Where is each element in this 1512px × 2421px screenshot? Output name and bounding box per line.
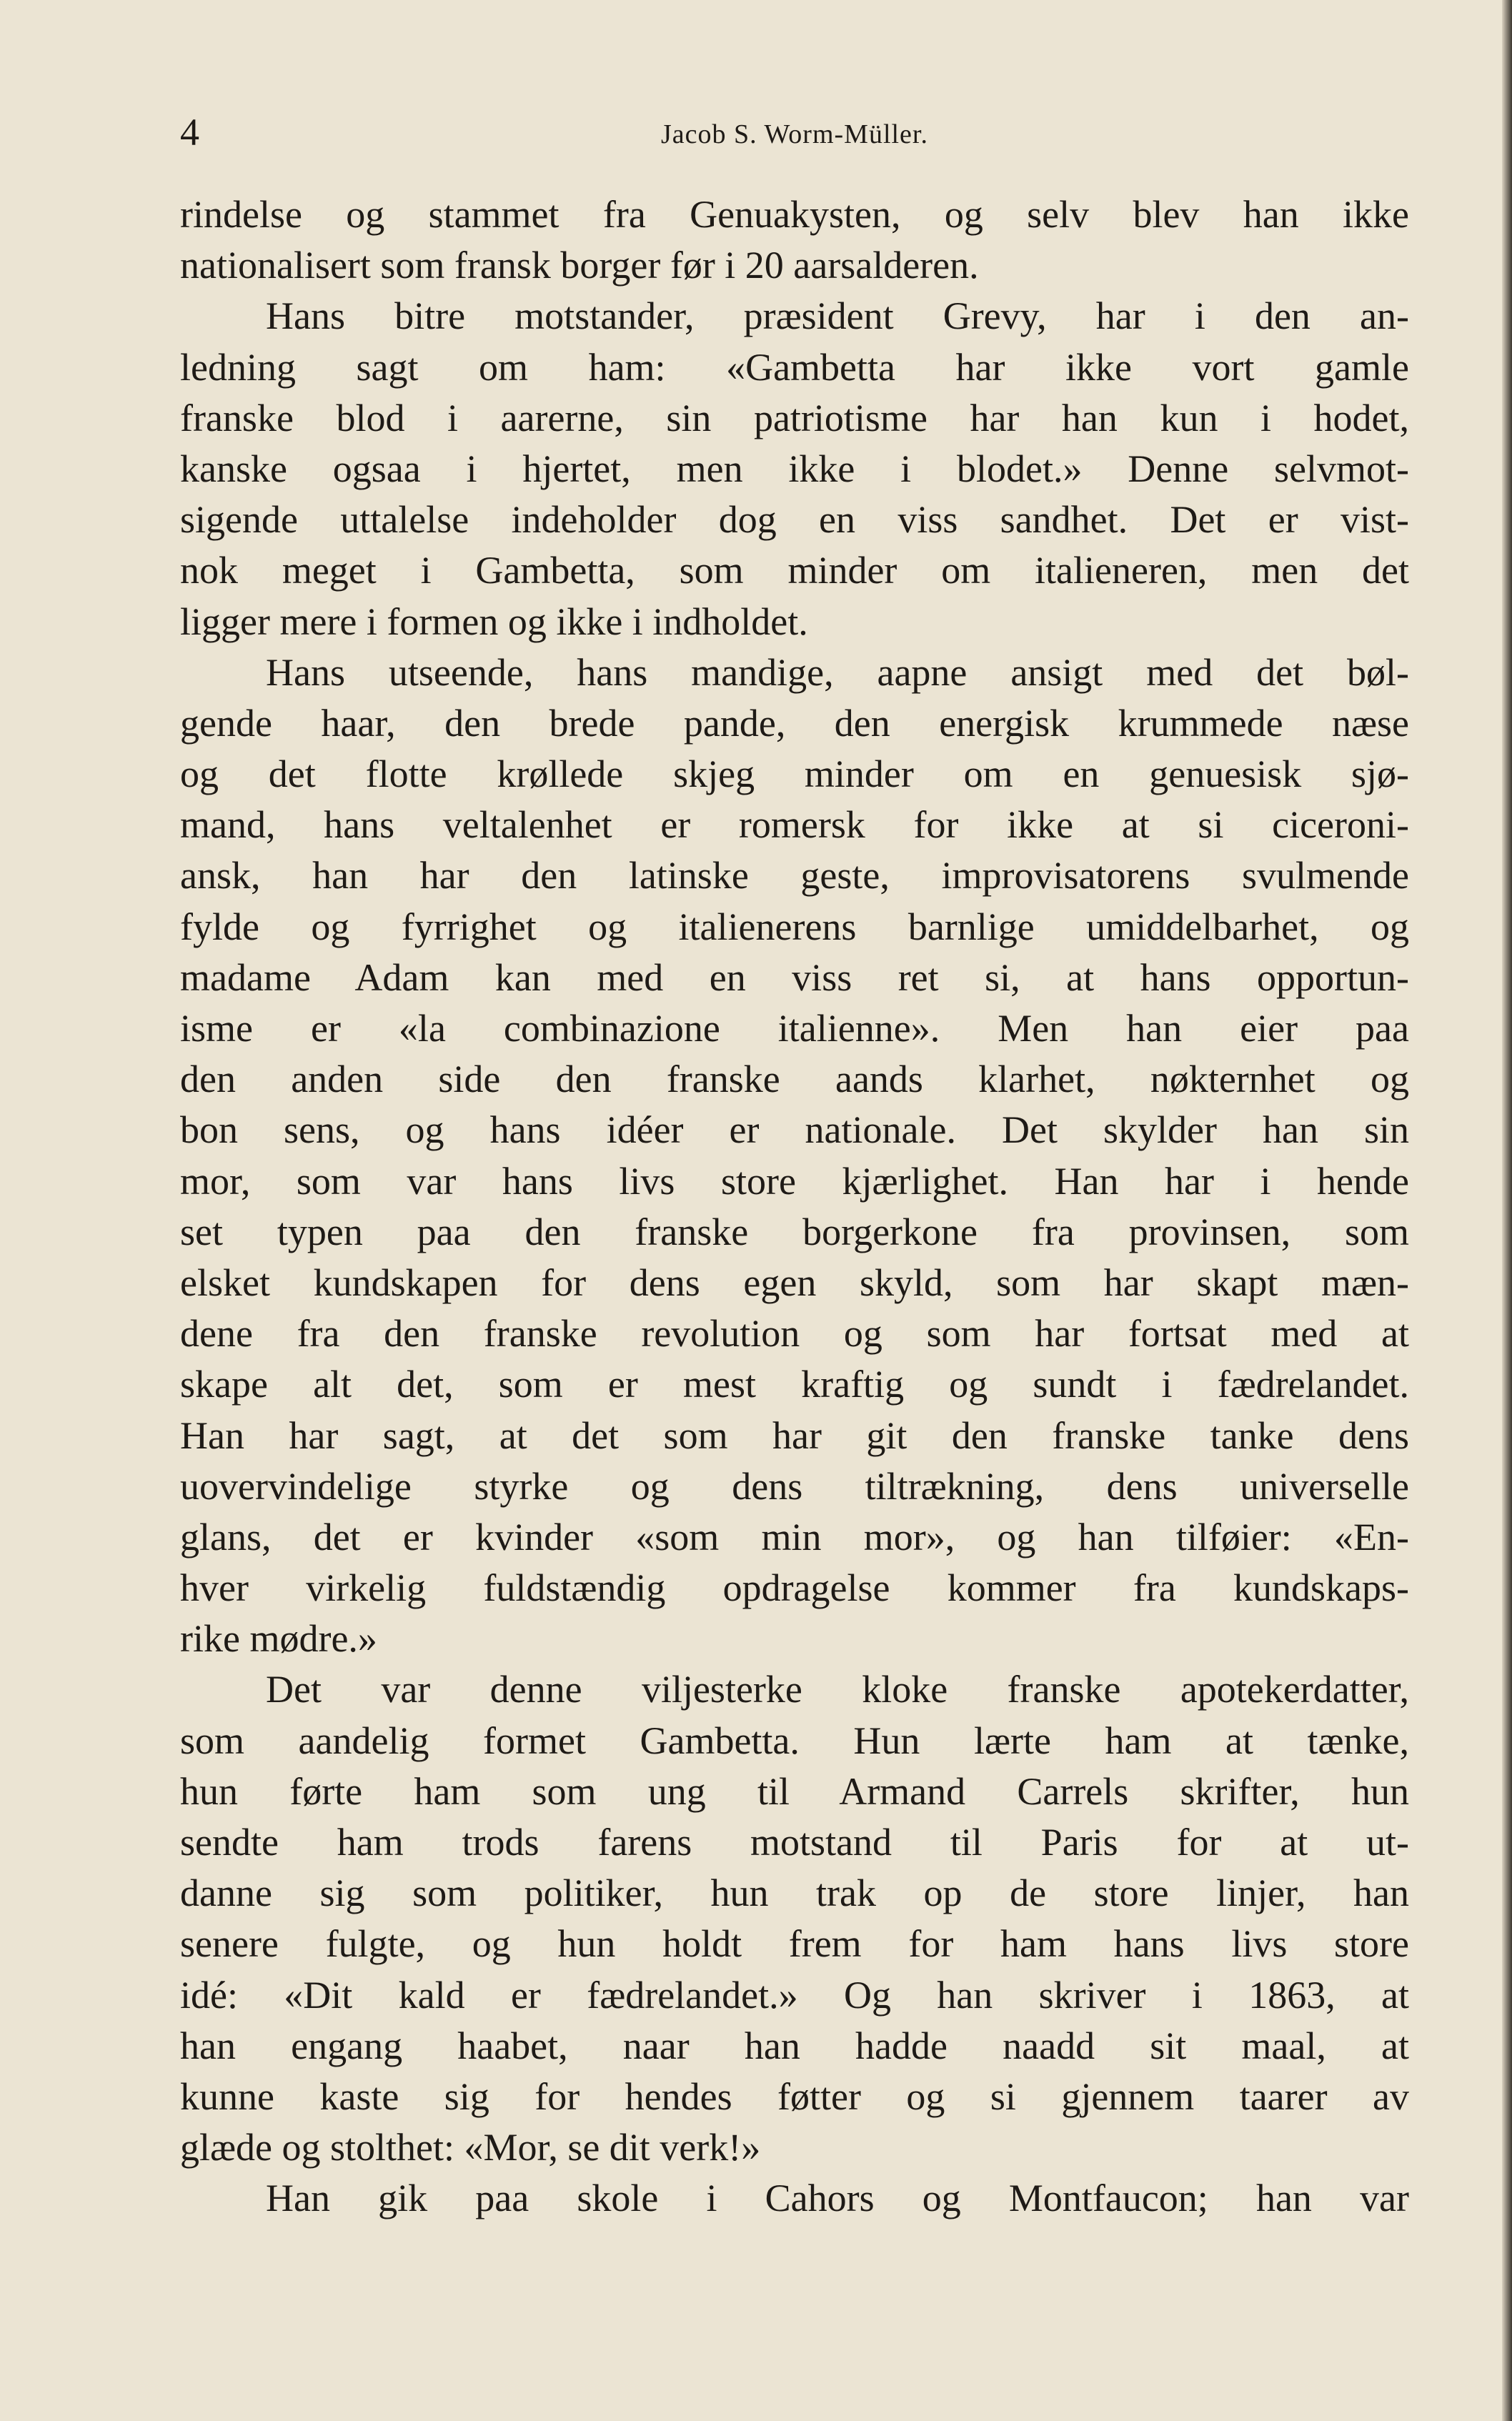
text-line: skape alt det, som er mest kraftig og sundt i fædrelandet. <box>180 1363 1409 1406</box>
page-header <box>180 107 1409 164</box>
text-line: Hans utseende, hans mandige, aapne ansigt med det bøl- <box>266 650 1409 694</box>
text-line: rindelse og stammet fra Genuakysten, og selv blev han ikke <box>180 193 1409 236</box>
text-line: sendte ham trods farens motstand til Paris for at ut- <box>180 1821 1409 1864</box>
running-title: Jacob S. Worm-Müller. <box>661 119 928 149</box>
text-line: franske blod i aarerne, sin patriotisme har han kun i hodet, <box>180 396 1409 439</box>
text-line: gende haar, den brede pande, den energisk krummede næse <box>180 701 1409 745</box>
text-line: sigende uttalelse indeholder dog en viss sandhet. Det er vist- <box>180 498 1409 542</box>
text-line: set typen paa den franske borgerkone fra provinsen, som <box>180 1210 1409 1253</box>
text-line: isme er «la combinazione italienne». Men han eier paa <box>180 1007 1409 1050</box>
text-line: elsket kundskapen for dens egen skyld, som har skapt mæn- <box>180 1261 1409 1304</box>
text-line: nok meget i Gambetta, som minder om italieneren, men det <box>180 549 1409 592</box>
text-line: dene fra den franske revolution og som har fortsat med at <box>180 1312 1409 1356</box>
text-line: glæde og stolthet: «Mor, se dit verk!» <box>180 2126 761 2169</box>
text-line: glans, det er kvinder «som min mor», og han tilføier: «En- <box>180 1515 1409 1559</box>
text-line: mor, som var hans livs store kjærlighet. Han har i hende <box>180 1159 1409 1203</box>
text-line: som aandelig formet Gambetta. Hun lærte ham at tænke, <box>180 1719 1409 1762</box>
text-line: danne sig som politiker, hun trak op de store linjer, han <box>180 1871 1409 1915</box>
text-line: senere fulgte, og hun holdt frem for ham hans livs store <box>180 1922 1409 1966</box>
text-line: bon sens, og hans idéer er nationale. Det skylder han sin <box>180 1108 1409 1152</box>
text-line: idé: «Dit kald er fædrelandet.» Og han skriver i 1863, at <box>180 1973 1409 2017</box>
text-line: fylde og fyrrighet og italienerens barnlige umiddelbarhet, og <box>180 905 1409 948</box>
text-line: rike mødre.» <box>180 1617 377 1661</box>
text-line: kanske ogsaa i hjertet, men ikke i blodet.» Denne selvmot- <box>180 447 1409 490</box>
page-edge-shadow <box>1502 0 1512 2421</box>
text-line: og det flotte krøllede skjeg minder om en genuesisk sjø- <box>180 752 1409 796</box>
text-line: den anden side den franske aands klarhet, nøkternhet og <box>180 1058 1409 1101</box>
text-line: Han gik paa skole i Cahors og Montfaucon; han var <box>266 2177 1409 2220</box>
text-line: Det var denne viljesterke kloke franske apotekerdatter, <box>266 1668 1409 1711</box>
text-line: hun førte ham som ung til Armand Carrels skrifter, hun <box>180 1769 1409 1813</box>
text-line: Hans bitre motstander, præsident Grevy, har i den an- <box>266 294 1409 338</box>
page-number: 4 <box>180 111 199 154</box>
body-text <box>180 189 1409 2224</box>
text-line: mand, hans veltalenhet er romersk for ikke at si ciceroni- <box>180 803 1409 847</box>
text-line: hver virkelig fuldstændig opdragelse kommer fra kundskaps- <box>180 1566 1409 1610</box>
text-line: ledning sagt om ham: «Gambetta har ikke vort gamle <box>180 345 1409 389</box>
text-line: madame Adam kan med en viss ret si, at hans opportun- <box>180 955 1409 999</box>
text-line: Han har sagt, at det som har git den franske tanke dens <box>180 1413 1409 1457</box>
text-line: han engang haabet, naar han hadde naadd sit maal, at <box>180 2024 1409 2067</box>
text-line: nationalisert som fransk borger før i 20 aarsalderen. <box>180 244 979 287</box>
text-line: ligger mere i formen og ikke i indholdet. <box>180 600 808 643</box>
text-line: uovervindelige styrke og dens tiltrækning, dens universelle <box>180 1464 1409 1508</box>
text-line: ansk, han har den latinske geste, improvisatorens svulmende <box>180 854 1409 898</box>
text-line: kunne kaste sig for hendes føtter og si gjennem taarer av <box>180 2074 1409 2118</box>
